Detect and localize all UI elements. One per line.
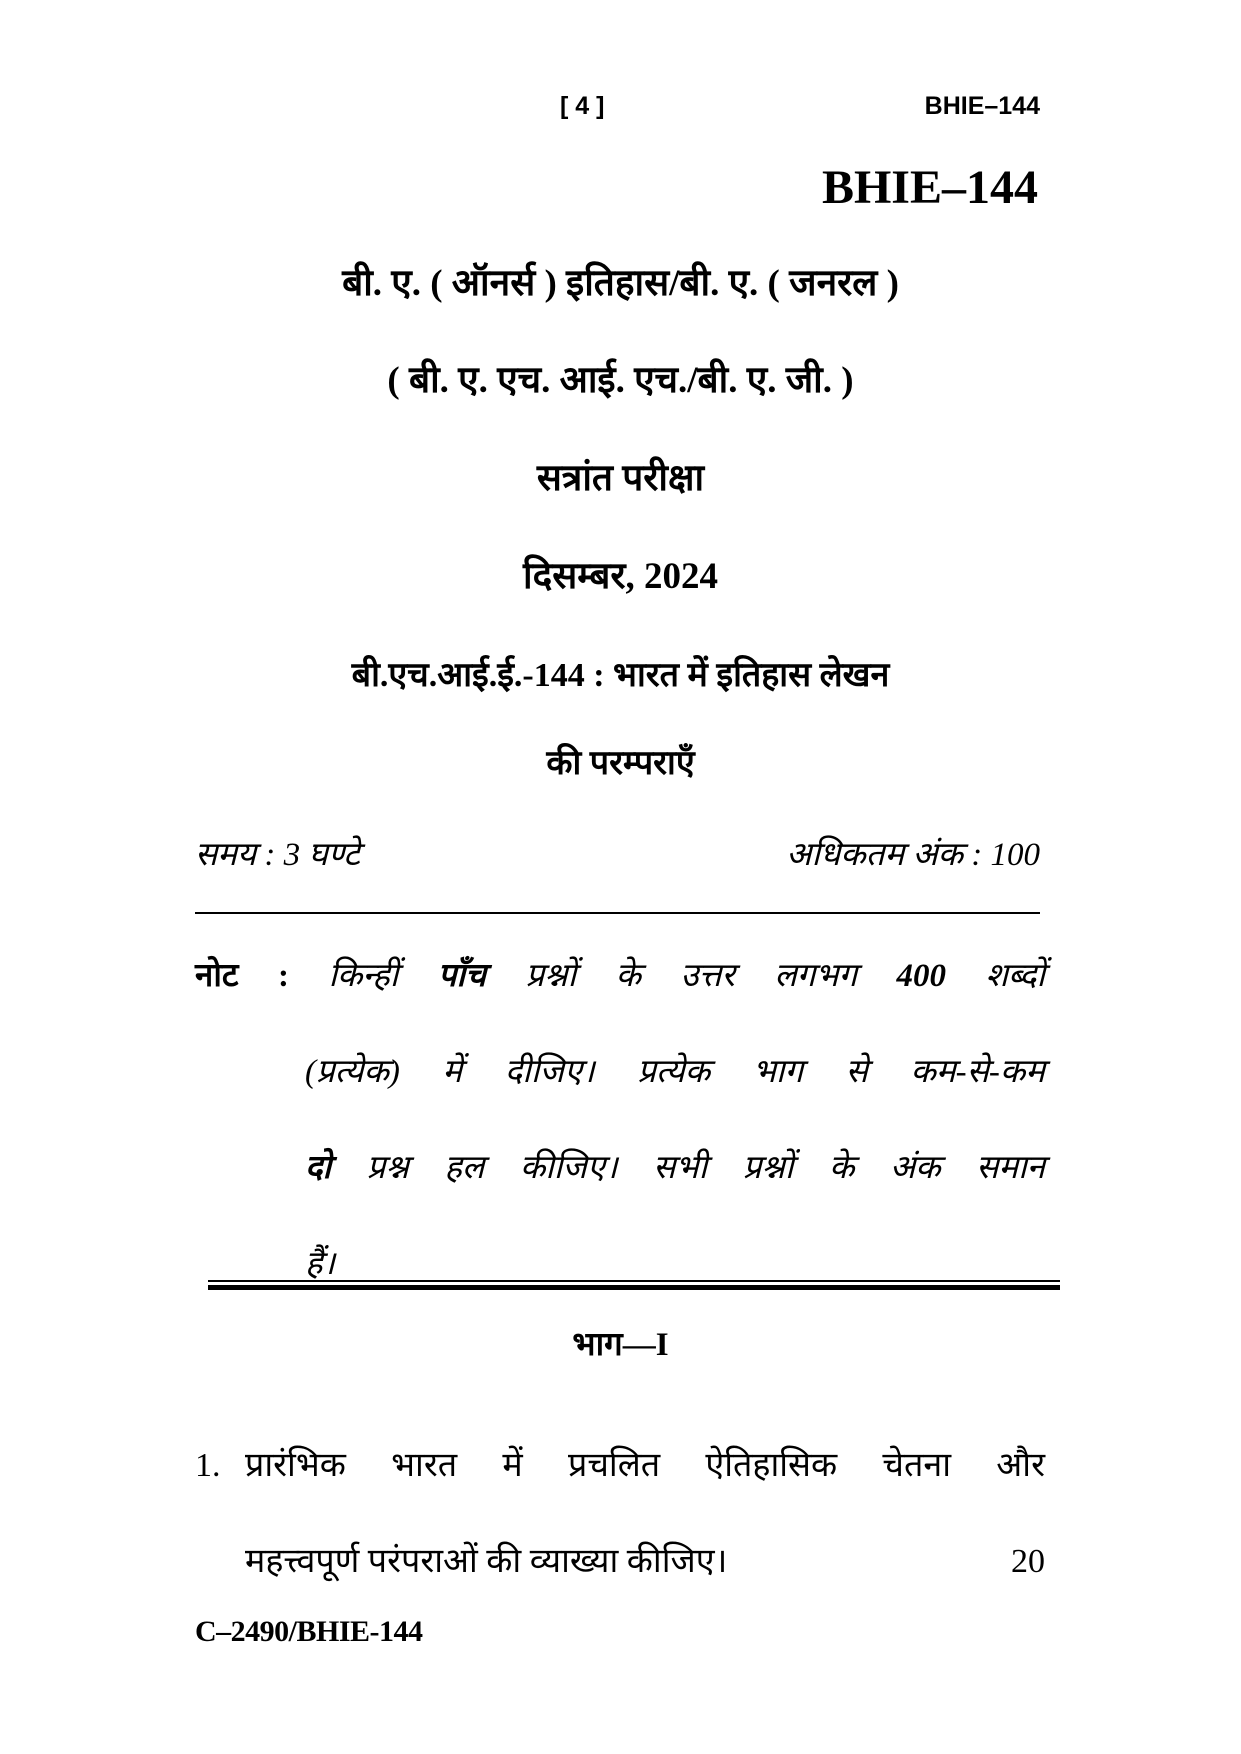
programme-title: बी. ए. ( ऑनर्स ) इतिहास/बी. ए. ( जनरल ) [342,263,899,304]
emphasis-five: पाँच [437,958,487,994]
note-line-2: (प्रत्येक) में दीजिए। प्रत्येक भाग से कम-से-कम [305,1054,1045,1090]
page-number: [ 4 ] [560,92,605,120]
emphasis-word-count: 400 [896,958,947,994]
note-line-1: नोट : किन्हीं पाँच प्रश्नों के उत्तर लगभग 400 शब्दों [195,958,1046,994]
exam-meta [195,830,1040,875]
double-divider [208,1280,1060,1290]
question-1 [195,1418,1045,1610]
programme-abbreviation: ( बी. ए. एच. आई. एच./बी. ए. जी. ) [387,360,854,401]
instructions-note [195,928,1045,1312]
paper-code-title: BHIE–144 [821,161,1038,214]
exam-session: दिसम्बर, 2024 [522,556,719,597]
question-marks: 20 [1011,1543,1045,1580]
question-text-line1: प्रारंभिक भारत में प्रचलित ऐतिहासिक चेतना और [245,1447,1045,1484]
emphasis-two: दो [305,1150,332,1186]
footer-code: C–2490/BHIE-144 [195,1615,423,1648]
note-label: नोट : [195,958,289,994]
question-text-line2: महत्त्वपूर्ण परंपराओं की व्याख्या कीजिए। [245,1543,728,1580]
paper-code-header: BHIE–144 [924,92,1040,120]
exam-type: सत्रांत परीक्षा [536,458,705,499]
divider [195,912,1040,914]
course-title-line1: बी.एच.आई.ई.-144 : भारत में इतिहास लेखन [351,657,890,694]
question-number: 1. [195,1447,221,1484]
note-line-3: दो प्रश्न हल कीजिए। सभी प्रश्नों के अंक समान [305,1150,1045,1186]
time-allowed: समय : 3 घण्टे [195,837,360,873]
note-line-4: हैं। [305,1246,336,1282]
section-title: भाग—I [572,1327,669,1363]
maximum-marks: अधिकतम अंक : 100 [786,837,1040,873]
course-title-line2: की परम्पराएँ [546,745,695,782]
